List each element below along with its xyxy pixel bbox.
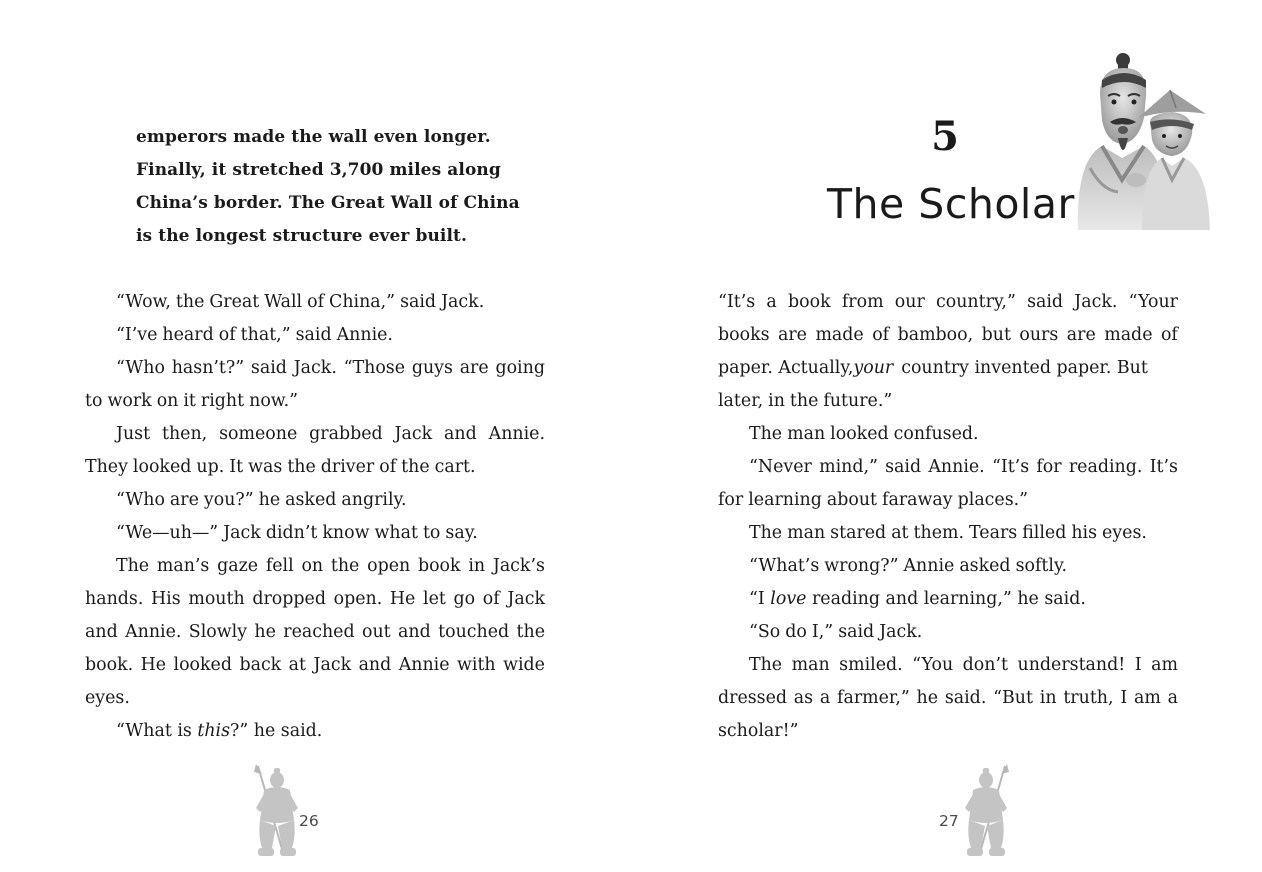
word: softly. — [1015, 556, 1068, 576]
word: are — [778, 325, 807, 345]
word: then, — [161, 424, 208, 444]
word: They — [85, 457, 128, 477]
word: confused. — [893, 424, 979, 444]
word: fell — [265, 556, 294, 576]
soldier-silhouette-icon — [957, 764, 1013, 860]
page-number: 26 — [299, 812, 319, 830]
word: said — [1027, 292, 1064, 312]
word: “Who — [116, 490, 165, 510]
text-line — [718, 352, 1178, 385]
text-line — [85, 484, 545, 517]
text-line — [85, 583, 545, 616]
word: of — [872, 325, 890, 345]
word: cart. — [434, 457, 476, 477]
word: do — [785, 622, 807, 642]
word: grabbed — [309, 424, 383, 444]
word: and — [85, 622, 118, 642]
word: “Who — [116, 358, 165, 378]
word: Jack — [313, 655, 352, 675]
word: Jack. — [441, 292, 485, 312]
word: book — [788, 292, 831, 312]
word: mind,” — [819, 457, 878, 477]
word: hands. — [85, 589, 144, 609]
word: was — [248, 457, 283, 477]
word: “What’s — [749, 556, 820, 576]
italic-word: love — [770, 589, 807, 609]
word: wide — [503, 655, 545, 675]
text-segment: paper. Actually, — [718, 358, 854, 378]
text-line — [85, 517, 545, 550]
word: let — [423, 589, 446, 609]
word: man — [787, 424, 826, 444]
text-line — [85, 649, 545, 682]
word: “It’s — [718, 292, 756, 312]
word: heard — [162, 325, 214, 345]
text-line — [718, 286, 1178, 319]
word: said — [838, 622, 875, 642]
chapter-title: The Scholar — [827, 180, 1075, 228]
word: Annie — [903, 556, 955, 576]
word: know — [322, 523, 370, 543]
word: someone — [219, 424, 298, 444]
text-segment: country invented paper. But — [901, 358, 1148, 378]
word: and — [358, 655, 392, 675]
word: said — [400, 292, 437, 312]
word: to — [85, 391, 103, 411]
word: in — [768, 391, 785, 411]
word: Jack. — [293, 358, 337, 378]
word: man — [787, 523, 826, 543]
word: “It’s — [991, 457, 1030, 477]
word: a — [819, 688, 831, 708]
word: asked — [285, 490, 337, 510]
text-line — [718, 484, 1178, 517]
word: filled — [1022, 523, 1067, 543]
soldier-silhouette-icon — [250, 764, 306, 860]
word: are — [1066, 325, 1096, 345]
word: It — [229, 457, 244, 477]
word: Annie. — [928, 457, 985, 477]
word: He — [389, 589, 416, 609]
word: say. — [445, 523, 478, 543]
word: out — [361, 622, 391, 642]
right-page — [631, 0, 1262, 872]
word: Annie. — [336, 325, 393, 345]
text-line — [718, 616, 1178, 649]
word: open. — [333, 589, 383, 609]
text-line — [85, 550, 545, 583]
word: the — [789, 391, 819, 411]
word: Jack. — [879, 622, 923, 642]
word: “But — [993, 688, 1033, 708]
word: at — [288, 655, 307, 675]
word: asked — [959, 556, 1011, 576]
word: right — [200, 391, 245, 411]
text-line — [85, 682, 545, 715]
text-line — [85, 352, 545, 385]
page-number: 27 — [939, 812, 959, 830]
word: are — [169, 490, 199, 510]
word: a — [766, 292, 777, 312]
word: The — [116, 556, 150, 576]
sidebar-line: is the longest structure ever built. — [136, 226, 468, 246]
word: reached — [283, 622, 355, 642]
word: I — [1134, 655, 1142, 675]
word: The — [749, 655, 783, 675]
word: in — [468, 556, 486, 576]
word: book. — [85, 655, 134, 675]
word: am — [1151, 655, 1178, 675]
word: said. — [944, 688, 987, 708]
word: and — [444, 424, 477, 444]
word: Jack — [507, 589, 545, 609]
text-segment: “I — [749, 589, 771, 609]
word: that,” — [240, 325, 291, 345]
sidebar-line: China’s border. The Great Wall of China — [136, 193, 520, 213]
word: “Never — [749, 457, 812, 477]
word: Tears — [969, 523, 1018, 543]
word: driver — [320, 457, 375, 477]
word: at — [891, 523, 909, 543]
word: up. — [196, 457, 225, 477]
word: guys — [411, 358, 453, 378]
word: but — [981, 325, 1011, 345]
word: scholar!” — [718, 721, 799, 741]
word: man’s — [156, 556, 210, 576]
sidebar-line: emperors made the wall even longer. — [136, 127, 491, 147]
word: Annie — [398, 655, 450, 675]
text-line — [85, 286, 545, 319]
word: country,” — [936, 292, 1016, 312]
text-line — [718, 715, 1178, 748]
word: a — [1167, 688, 1178, 708]
left-body-text — [85, 286, 545, 748]
word: the — [287, 457, 316, 477]
word: book — [417, 556, 461, 576]
word: “So — [749, 622, 781, 642]
word: bamboo, — [897, 325, 974, 345]
text-segment: “What is — [116, 721, 198, 741]
word: with — [457, 655, 496, 675]
word: later, — [718, 391, 764, 411]
word: said — [250, 358, 287, 378]
word: of — [482, 589, 500, 609]
word: going — [495, 358, 545, 378]
text-line — [718, 649, 1178, 682]
word: reading. — [1068, 457, 1143, 477]
word: said — [885, 457, 922, 477]
chapter-number: 5 — [931, 113, 959, 160]
word: truth, — [1063, 688, 1114, 708]
word: the — [516, 622, 545, 642]
word: mouth — [188, 589, 245, 609]
word: dropped — [252, 589, 326, 609]
word: Jack — [394, 424, 433, 444]
word: touched — [438, 622, 510, 642]
word: it — [183, 391, 196, 411]
text-line — [85, 451, 545, 484]
word: what — [374, 523, 418, 543]
word: It’s — [1149, 457, 1178, 477]
word: now.” — [249, 391, 299, 411]
word: “Those — [343, 358, 406, 378]
word: go — [453, 589, 476, 609]
word: Annie. — [125, 622, 182, 642]
word: Jack — [223, 523, 261, 543]
word: China,” — [329, 292, 396, 312]
word: the — [401, 457, 430, 477]
word: The — [749, 424, 783, 444]
word: work — [107, 391, 152, 411]
text-line — [718, 583, 1178, 616]
text-line — [718, 517, 1178, 550]
word: looked — [830, 424, 889, 444]
word: he — [916, 688, 939, 708]
word: dressed — [718, 688, 788, 708]
text-line — [718, 682, 1178, 715]
word: of — [379, 457, 397, 477]
word: you?” — [203, 490, 254, 510]
word: he — [254, 622, 276, 642]
word: I,” — [811, 622, 834, 642]
italic-word: your — [853, 358, 894, 378]
word: farmer,” — [837, 688, 910, 708]
italic-word: this — [197, 721, 231, 741]
word: angrily. — [341, 490, 407, 510]
text-line — [718, 550, 1178, 583]
word: Annie. — [488, 424, 545, 444]
word: as — [793, 688, 814, 708]
word: them. — [913, 523, 965, 543]
text-line — [85, 385, 545, 418]
word: in — [1039, 688, 1057, 708]
right-body-text — [718, 286, 1178, 748]
text-line — [718, 385, 1178, 418]
word: gaze — [217, 556, 259, 576]
word: back — [239, 655, 282, 675]
word: to — [422, 523, 441, 543]
word: Slowly — [188, 622, 248, 642]
text-segment: ?” he said. — [230, 721, 323, 741]
word: for — [1036, 457, 1062, 477]
word: stared — [830, 523, 887, 543]
word: eyes. — [85, 688, 130, 708]
scholar-and-girl-illustration — [1072, 50, 1212, 230]
word: faraway — [882, 490, 953, 510]
word: places.” — [957, 490, 1029, 510]
word: The — [749, 523, 783, 543]
word: he — [258, 490, 281, 510]
word: of — [1160, 325, 1178, 345]
word: ours — [1019, 325, 1059, 345]
word: hasn’t?” — [171, 358, 245, 378]
word: Jack’s — [492, 556, 545, 576]
word: the — [175, 292, 205, 312]
text-line — [718, 451, 1178, 484]
word: for — [718, 490, 744, 510]
text-line — [718, 319, 1178, 352]
word: of — [218, 325, 236, 345]
text-line — [85, 418, 545, 451]
word: looked — [173, 655, 232, 675]
text-segment: reading and learning,” he said. — [806, 589, 1086, 609]
word: didn’t — [265, 523, 318, 543]
word: “We—uh—” — [116, 523, 219, 543]
word: eyes. — [1102, 523, 1147, 543]
text-line — [85, 715, 545, 748]
word: looked — [132, 457, 192, 477]
word: He — [140, 655, 167, 675]
text-line — [85, 319, 545, 352]
word: and — [398, 622, 431, 642]
word: our — [894, 292, 925, 312]
word: Wall — [264, 292, 303, 312]
text-line — [85, 616, 545, 649]
word: smiled. — [839, 655, 903, 675]
word: of — [307, 292, 325, 312]
word: on — [301, 556, 324, 576]
text-line — [718, 418, 1178, 451]
sidebar-fact-box — [136, 121, 556, 253]
word: “Wow, — [116, 292, 171, 312]
word: wrong?” — [824, 556, 899, 576]
word: are — [459, 358, 489, 378]
word: Great — [209, 292, 260, 312]
word: “You — [912, 655, 954, 675]
word: “Your — [1128, 292, 1178, 312]
word: books — [718, 325, 770, 345]
word: man — [791, 655, 830, 675]
word: on — [156, 391, 179, 411]
word: Just — [116, 424, 151, 444]
word: future.” — [823, 391, 893, 411]
word: don’t — [962, 655, 1008, 675]
word: open — [367, 556, 411, 576]
word: made — [1104, 325, 1153, 345]
word: am — [1133, 688, 1161, 708]
word: His — [151, 589, 181, 609]
word: from — [841, 292, 884, 312]
word: “I’ve — [116, 325, 158, 345]
word: the — [330, 556, 360, 576]
word: said — [295, 325, 332, 345]
word: his — [1071, 523, 1098, 543]
word: Jack. — [1074, 292, 1118, 312]
word: understand! — [1017, 655, 1126, 675]
word: learning — [748, 490, 822, 510]
word: about — [826, 490, 878, 510]
word: made — [815, 325, 864, 345]
sidebar-line: Finally, it stretched 3,700 miles along — [136, 160, 501, 180]
word: I — [1120, 688, 1128, 708]
